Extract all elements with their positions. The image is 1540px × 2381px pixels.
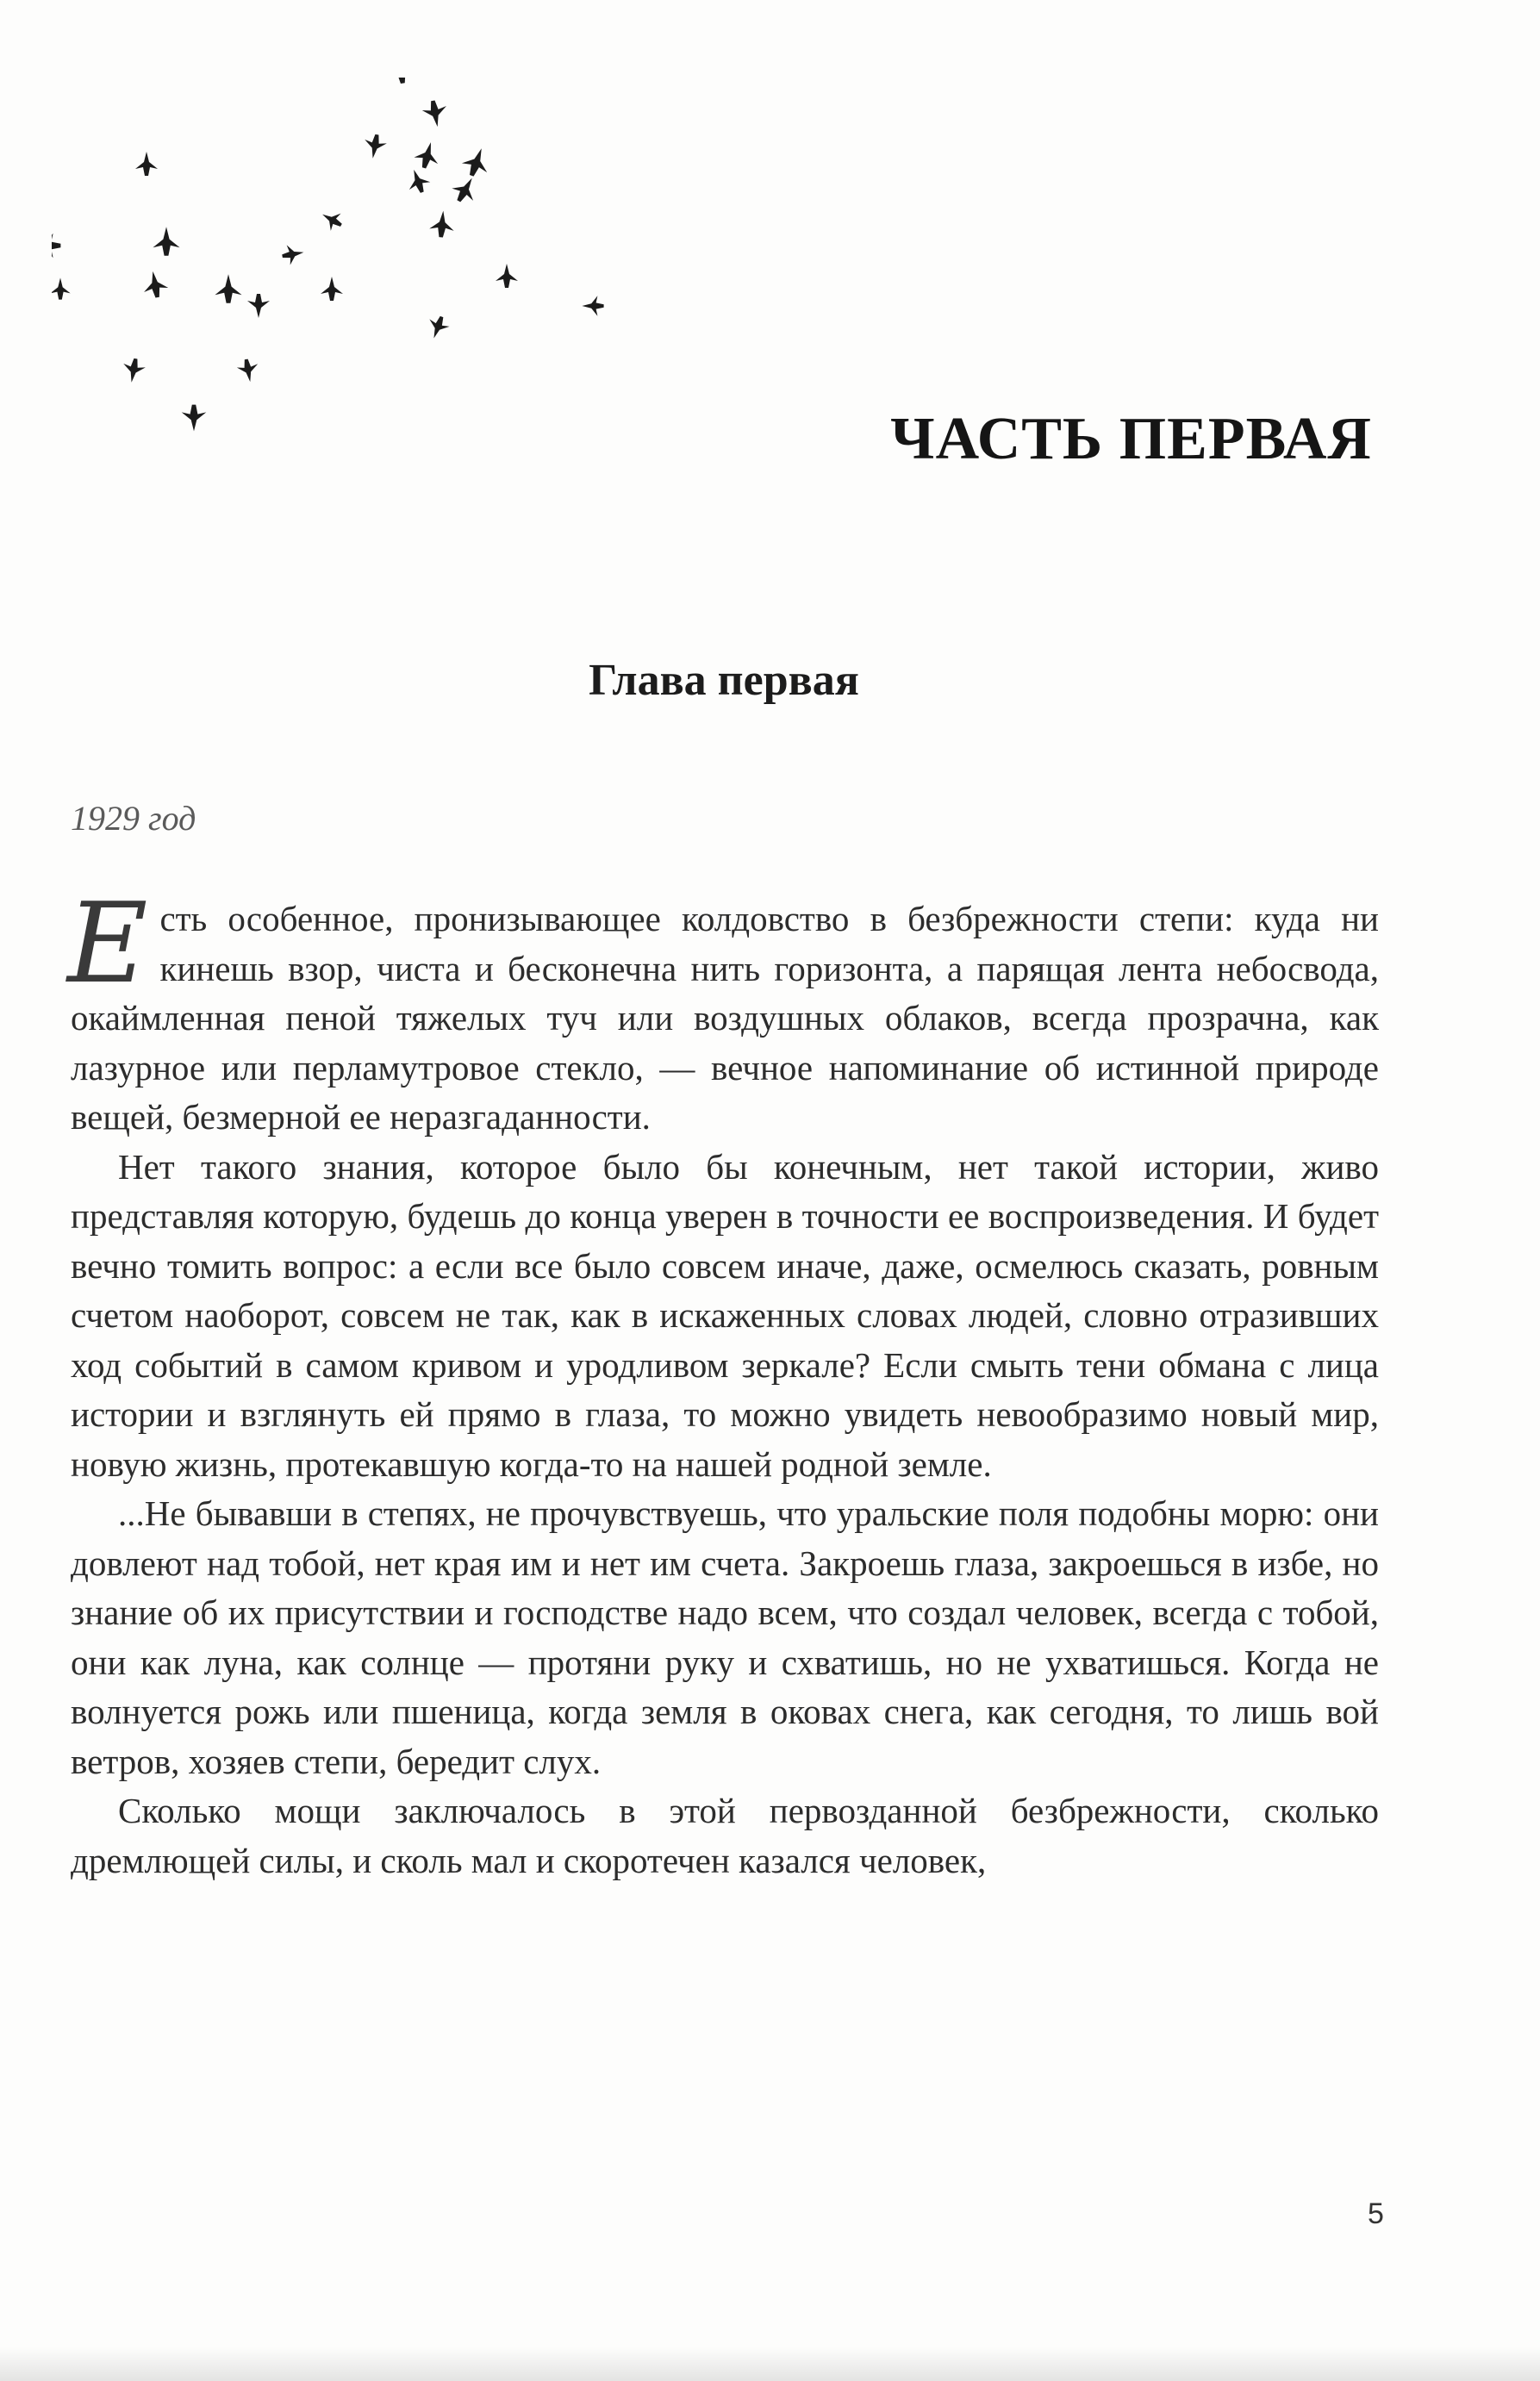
paragraph-text: сть особенное, пронизывающее колдовство в безбрежности степи: куда ни кинешь взор, чиста и бесконечна нить горизонта, а парящая лента небосвода, окаймленная пеной тяжелых туч или воздушных облаков, всегда прозрачна, как лазурное или перламутровое стекло, — вечное напоминание об истинной природе вещей, безмерной ее неразгаданности.: [71, 899, 1379, 1137]
chapter-title: Глава первая: [589, 656, 859, 705]
paragraph: [67, 880, 1379, 1143]
body-text: [67, 880, 1379, 1885]
date-line: 1929 год: [71, 799, 196, 838]
paragraph: ...Не бывавши в степях, не прочувствуешь, что уральские поля подобны морю: они довлеют над тобой, нет края им и нет им счета. Закроешь глаза, закроешься в избе, но знание об их присутствии и господстве надо всем, что создал человек, всегда с тобой, они как луна, как солнце — протяни руку и схватишь, но не ухватишься. Когда не волнуется рожь или пшеница, когда земля в оковах снега, как сегодня, то лишь вой ветров, хозяев степи, бередит слух.: [71, 1493, 1379, 1781]
paragraph: Нет такого знания, которое было бы конечным, нет такой истории, живо представляя которую, будешь до конца уверен в точности ее воспроизведения. И будет вечно томить вопрос: а если все было совсем иначе, даже, осмелюсь сказать, ровным счетом наоборот, совсем не так, как в искаженных словах людей, словно отразивших ход событий в самом кривом и уродливом зеркале? Если смыть тени обмана с лица истории и взглянуть ей прямо в глаза, то можно увидеть невообразимо новый мир, новую жизнь, протекавшую когда-то на нашей родной земле.: [71, 1146, 1379, 1484]
part-title: ЧАСТЬ ПЕРВАЯ: [890, 406, 1372, 472]
drop-cap: Е: [67, 880, 148, 1008]
paragraph: Сколько мощи заключалось в этой первозданной безбрежности, сколько дремлющей силы, и сколь мал и скоротечен казался человек,: [71, 1791, 1379, 1880]
page-number: 5: [1368, 2197, 1384, 2230]
page-edge-shadow: [0, 2347, 1540, 2381]
